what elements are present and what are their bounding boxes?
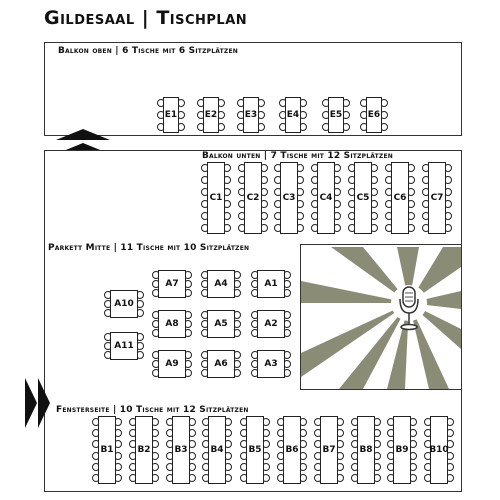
table-c4[interactable] — [317, 162, 335, 234]
table-c6[interactable] — [391, 162, 409, 234]
table-b1[interactable] — [98, 416, 116, 484]
entrance-arrows-icon — [25, 378, 51, 428]
table-a1[interactable] — [257, 270, 285, 298]
table-label: B4 — [210, 445, 224, 455]
table-label: E1 — [164, 110, 178, 120]
table-a3[interactable] — [257, 350, 285, 378]
table-label: B5 — [248, 445, 262, 455]
table-e6[interactable] — [366, 97, 382, 133]
table-a2[interactable] — [257, 310, 285, 338]
table-a5[interactable] — [207, 310, 235, 338]
table-a6[interactable] — [207, 350, 235, 378]
table-b7[interactable] — [320, 416, 338, 484]
table-c2[interactable] — [244, 162, 262, 234]
table-label: A3 — [264, 359, 278, 369]
table-label: B8 — [359, 445, 373, 455]
table-label: A10 — [114, 299, 134, 309]
table-c3[interactable] — [280, 162, 298, 234]
table-a8[interactable] — [158, 310, 186, 338]
table-label: C7 — [430, 193, 444, 203]
table-a9[interactable] — [158, 350, 186, 378]
table-label: E6 — [367, 110, 381, 120]
table-label: E2 — [204, 110, 218, 120]
table-label: A11 — [114, 341, 134, 351]
table-b6[interactable] — [283, 416, 301, 484]
table-b9[interactable] — [393, 416, 411, 484]
table-label: B1 — [100, 445, 114, 455]
section-label-balkon-unten: Balkon unten | 7 Tische mit 12 Sitzplätzen — [202, 151, 393, 161]
table-label: C6 — [393, 193, 407, 203]
table-b4[interactable] — [208, 416, 226, 484]
table-b5[interactable] — [246, 416, 264, 484]
table-label: C3 — [282, 193, 296, 203]
section-label-parkett-mitte: Parkett Mitte | 11 Tische mit 10 Sitzplätzen — [48, 243, 250, 253]
table-e3[interactable] — [243, 97, 259, 133]
table-c5[interactable] — [354, 162, 372, 234]
table-label: E4 — [286, 110, 300, 120]
stage-area — [300, 244, 462, 390]
table-e1[interactable] — [163, 97, 179, 133]
table-a10[interactable] — [110, 290, 138, 318]
table-a4[interactable] — [207, 270, 235, 298]
stage-rays — [301, 245, 461, 389]
table-label: A6 — [214, 359, 228, 369]
table-label: A9 — [165, 359, 179, 369]
table-label: A2 — [264, 319, 278, 329]
table-e4[interactable] — [285, 97, 301, 133]
table-label: A1 — [264, 279, 278, 289]
table-e5[interactable] — [328, 97, 344, 133]
table-b2[interactable] — [135, 416, 153, 484]
microphone-icon — [397, 285, 421, 331]
table-b3[interactable] — [172, 416, 190, 484]
table-label: B7 — [322, 445, 336, 455]
section-label-fensterseite: Fensterseite | 10 Tische mit 12 Sitzplätzen — [56, 405, 249, 415]
table-a11[interactable] — [110, 332, 138, 360]
table-b8[interactable] — [357, 416, 375, 484]
table-label: B2 — [137, 445, 151, 455]
table-label: A5 — [214, 319, 228, 329]
table-label: B6 — [285, 445, 299, 455]
table-c1[interactable] — [207, 162, 225, 234]
table-label: E5 — [329, 110, 343, 120]
table-label: C1 — [209, 193, 223, 203]
table-b10[interactable] — [430, 416, 448, 484]
table-label: B10 — [429, 445, 449, 455]
table-label: A7 — [165, 279, 179, 289]
section-label-balkon-oben: Balkon oben | 6 Tische mit 6 Sitzplätzen — [58, 46, 238, 56]
table-label: E3 — [244, 110, 258, 120]
table-label: A4 — [214, 279, 228, 289]
page-title: Gildesaal | Tischplan — [44, 7, 248, 29]
table-c7[interactable] — [428, 162, 446, 234]
table-label: C2 — [246, 193, 260, 203]
table-label: A8 — [165, 319, 179, 329]
table-a7[interactable] — [158, 270, 186, 298]
table-label: C5 — [356, 193, 370, 203]
table-label: C4 — [319, 193, 333, 203]
table-e2[interactable] — [203, 97, 219, 133]
table-label: B9 — [395, 445, 409, 455]
table-label: B3 — [174, 445, 188, 455]
